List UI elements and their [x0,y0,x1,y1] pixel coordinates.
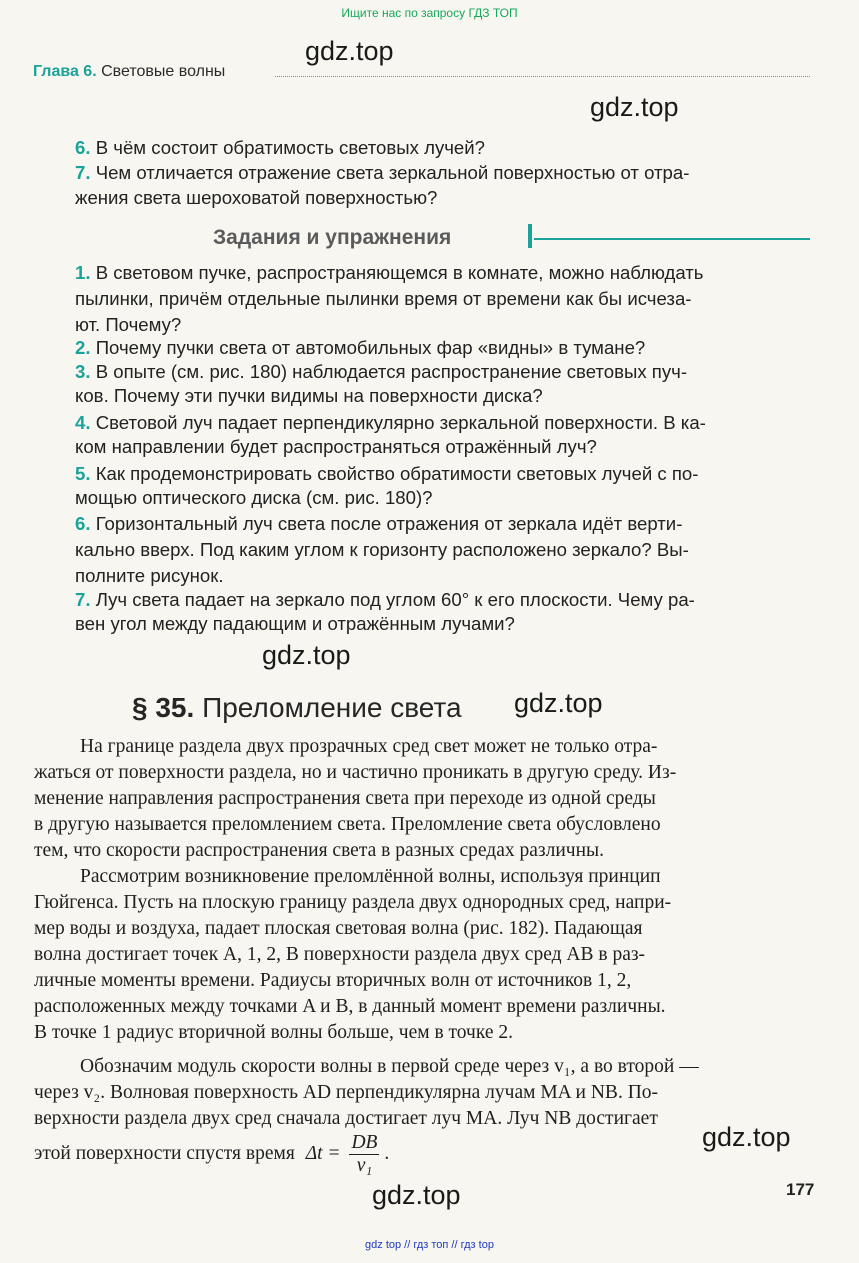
section-title: Задания и упражнения [213,226,452,249]
exercise-7: 7. Луч света падает на зеркало под углом 60° к его плоскости. Чему ра- [75,589,695,610]
body-line: Обозначим модуль скорости волны в первой среде через v₁, а во второй — [80,1056,699,1077]
body-line: личные моменты времени. Радиусы вторичных волн от источников 1, 2, [34,970,632,991]
section-rule [534,238,810,240]
watermark: gdz.top [262,640,351,670]
body-line: через v₂. Волновая поверхность AD перпендикулярна лучам MA и NB. По- [34,1082,659,1103]
bottom-banner: gdz top // гдз топ // гдз top [365,1239,494,1251]
exercise-4: 4. Световой луч падает перпендикулярно зеркальной поверхности. В ка- [75,412,706,433]
exercise-2: 2. Почему пучки света от автомобильных фар «видны» в тумане? [75,337,646,358]
body-line: менение направления распространения света при переходе из одной среды [34,788,656,809]
formula-fraction [349,1132,379,1177]
body-line: верхности раздела двух сред сначала достигает луч MA. Луч NB достигает [34,1108,658,1129]
paragraph-heading [132,692,462,724]
question-7-line-2: жения света шероховатой поверхностью? [75,187,438,208]
paragraph-number: § 35. [132,692,195,723]
chapter-header [33,63,225,81]
exercise-1-line: пылинки, причём отдельные пылинки время от времени как бы исчеза- [75,288,692,309]
exercise-3-line: ков. Почему эти пучки видимы на поверхности диска? [75,385,543,406]
formula-denominator: v₁ [356,1155,373,1176]
top-banner: Ищите нас по запросу ГДЗ ТОП [341,6,518,20]
exercise-1-line: ют. Почему? [75,314,182,335]
watermark: gdz.top [305,36,394,66]
question-7: 7. Чем отличается отражение света зеркальной поверхностью от отра- [75,162,690,183]
body-line: На границе раздела двух прозрачных сред свет может не только отра- [80,736,658,757]
formula-line [34,1132,389,1177]
exercise-7-line: вен угол между падающим и отражённым лучами? [75,613,515,634]
body-line: Рассмотрим возникновение преломлённой волны, используя принцип [80,866,661,887]
watermark: gdz.top [514,688,603,718]
body-line: волна достигает точек A, 1, 2, B поверхности раздела двух сред AB в раз- [34,944,646,965]
page-number: 177 [786,1180,815,1199]
body-line: мер воды и воздуха, падает плоская световая волна (рис. 182). Падающая [34,918,643,939]
body-line: тем, что скорости распространения света в разных средах различны. [34,840,604,861]
chapter-title: Световые волны [101,63,226,80]
formula-lhs: Δt = [305,1142,341,1164]
formula-tail: . [384,1142,390,1164]
exercise-5: 5. Как продемонстрировать свойство обратимости световых лучей с по- [75,463,699,484]
body-line: в другую называется преломлением света. Преломление света обусловлено [34,814,661,835]
question-6: 6. В чём состоит обратимость световых лучей? [75,137,485,158]
body-line: расположенных между точками A и B, в данный момент времени различны. [34,996,666,1017]
exercise-3: 3. В опыте (см. рис. 180) наблюдается распространение световых пуч- [75,361,688,382]
watermark: gdz.top [590,92,679,122]
exercise-6-line: кально вверх. Под каким углом к горизонту расположено зеркало? Вы- [75,539,689,560]
exercise-6: 6. Горизонтальный луч света после отражения от зеркала идёт верти- [75,513,683,534]
chapter-rule [275,76,810,77]
exercise-6-line: полните рисунок. [75,565,224,586]
watermark: gdz.top [372,1180,461,1210]
exercise-5-line: мощью оптического диска (см. рис. 180)? [75,487,433,508]
body-line: жаться от поверхности раздела, но и частично проникать в другую среду. Из- [34,762,677,783]
section-bar [528,224,532,248]
body-line: В точке 1 радиус вторичной волны больше, чем в точке 2. [34,1022,513,1043]
watermark: gdz.top [702,1122,791,1152]
formula-text: этой поверхности спустя время [34,1142,295,1164]
chapter-label: Глава 6. [33,63,97,80]
formula-numerator: DB [351,1132,378,1153]
exercise-1: 1. В световом пучке, распространяющемся в комнате, можно наблюдать [75,262,704,283]
body-line: Гюйгенса. Пусть на плоскую границу раздела двух однородных сред, напри- [34,892,672,913]
paragraph-title: Преломление света [202,692,462,723]
exercise-4-line: ком направлении будет распространяться отражённый луч? [75,436,597,457]
